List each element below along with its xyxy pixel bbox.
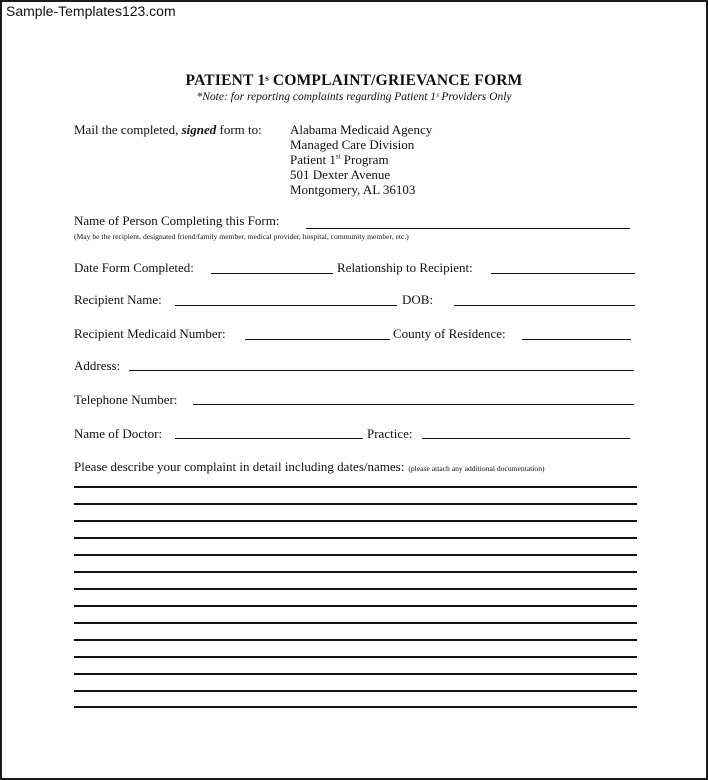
mail-address-line3-sup: st: [335, 152, 341, 161]
relationship-label: Relationship to Recipient:: [337, 260, 473, 275]
complaint-line[interactable]: [74, 503, 637, 505]
mail-address-line4: 501 Dexter Avenue: [290, 167, 391, 182]
county-label: County of Residence:: [393, 326, 506, 341]
mail-address-line3: [290, 152, 389, 168]
mail-address-line3-suffix: Program: [340, 152, 389, 167]
complaint-label: Please describe your complaint in detail including dates/names:: [74, 459, 405, 474]
address-field[interactable]: [129, 370, 634, 371]
mail-label-emphasis: signed: [181, 122, 217, 137]
form-note: *Note: for reporting complaints regarding Patient 1ˢ Providers Only: [196, 91, 512, 103]
mail-address-line5: Montgomery, AL 36103: [290, 182, 416, 197]
complaint-line[interactable]: [74, 605, 637, 607]
practice-label: Practice:: [367, 426, 413, 441]
doctor-label: Name of Doctor:: [74, 426, 163, 441]
complaint-line[interactable]: [74, 639, 637, 641]
mail-address-line2: Managed Care Division: [290, 137, 415, 152]
complaint-line[interactable]: [74, 486, 637, 488]
watermark: Sample-Templates123.com: [6, 3, 176, 19]
complaint-line[interactable]: [74, 656, 637, 658]
address-label: Address:: [74, 358, 121, 373]
person-completing-note: (May be the recipient, designated friend/family member, medical provider, hospital, community member, etc.): [74, 232, 409, 241]
dob-label: DOB:: [402, 292, 434, 307]
mail-instruction: [74, 122, 262, 138]
telephone-field[interactable]: [193, 404, 634, 405]
complaint-heading: [74, 458, 545, 476]
mail-address-line1: Alabama Medicaid Agency: [290, 122, 433, 137]
complaint-line[interactable]: [74, 520, 637, 522]
complaint-attach-note: (please attach any additional documentation): [408, 464, 545, 473]
county-field[interactable]: [522, 339, 631, 340]
practice-field[interactable]: [422, 438, 630, 439]
dob-field[interactable]: [454, 305, 635, 306]
complaint-line[interactable]: [74, 622, 637, 624]
complaint-line[interactable]: [74, 588, 637, 590]
relationship-field[interactable]: [491, 273, 635, 274]
complaint-line[interactable]: [74, 690, 637, 692]
person-completing-field[interactable]: [306, 228, 630, 229]
mail-label-prefix: Mail the completed,: [74, 122, 182, 137]
medicaid-number-label: Recipient Medicaid Number:: [74, 326, 226, 341]
complaint-line[interactable]: [74, 537, 637, 539]
date-completed-label: Date Form Completed:: [74, 260, 194, 275]
complaint-line[interactable]: [74, 571, 637, 573]
recipient-name-label: Recipient Name:: [74, 292, 162, 307]
doctor-field[interactable]: [175, 438, 363, 439]
recipient-name-field[interactable]: [175, 305, 397, 306]
complaint-line[interactable]: [74, 706, 637, 708]
mail-address-line3-prefix: Patient 1: [290, 152, 336, 167]
complaint-line[interactable]: [74, 554, 637, 556]
date-completed-field[interactable]: [211, 273, 333, 274]
complaint-line[interactable]: [74, 673, 637, 675]
form-title: PATIENT 1ˢ COMPLAINT/GRIEVANCE FORM: [185, 72, 523, 89]
mail-label-suffix: form to:: [216, 122, 262, 137]
person-completing-label: Name of Person Completing this Form:: [74, 213, 280, 228]
medicaid-number-field[interactable]: [245, 339, 390, 340]
telephone-label: Telephone Number:: [74, 392, 178, 407]
